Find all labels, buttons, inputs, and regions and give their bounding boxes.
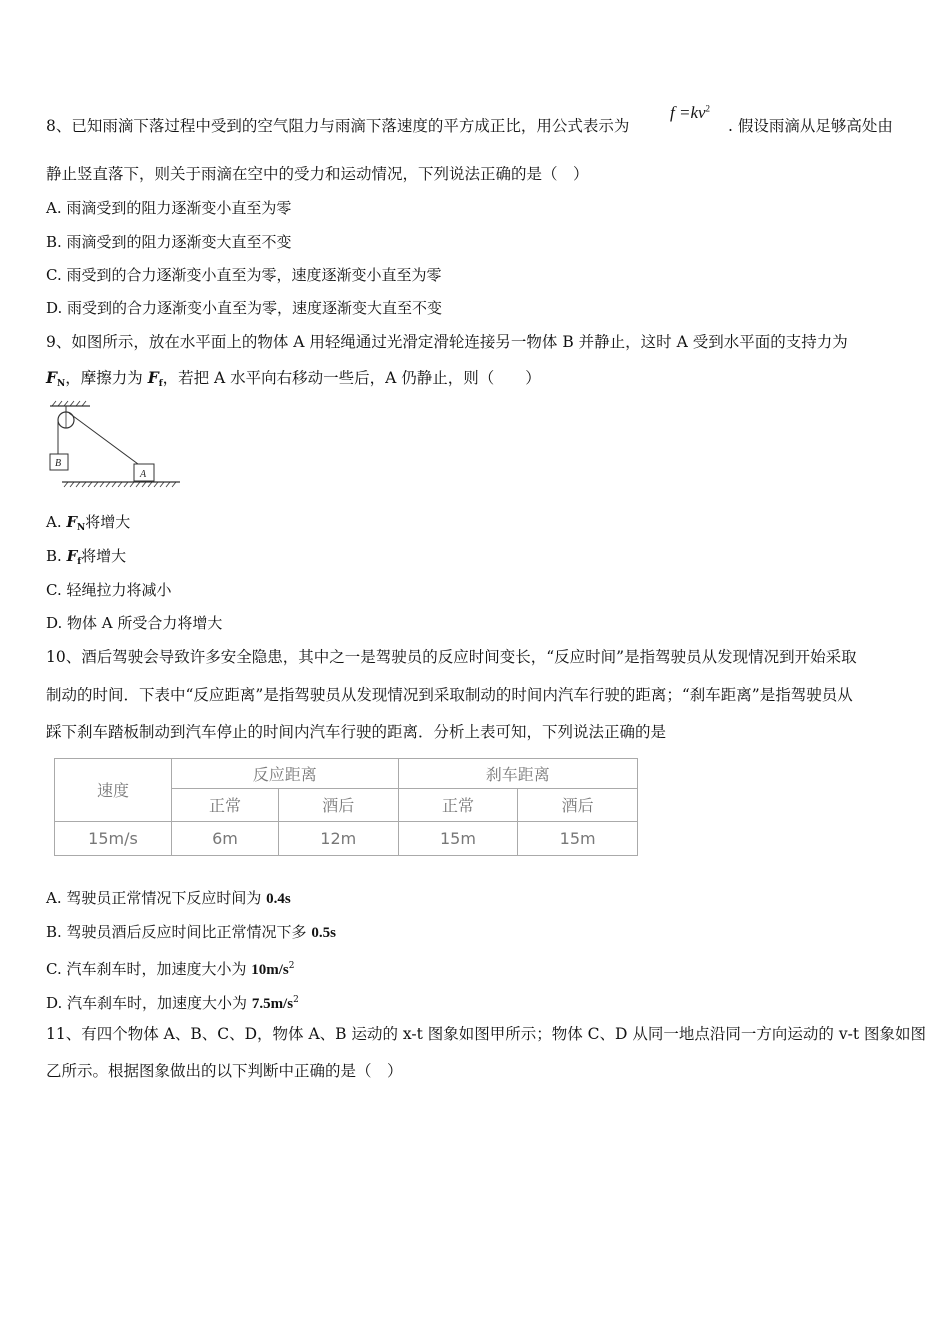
q9-opt-b-tail: 将增大 — [81, 547, 127, 565]
q8-formula-exp: 2 — [705, 103, 711, 114]
q10-line3: 踩下刹车踏板制动到汽车停止的时间内汽车行驶的距离．分析上表可知，下列说法正确的是 — [46, 723, 667, 741]
table-cell-reaction-normal: 6m — [172, 821, 279, 855]
q8-line1-tail: . 假设雨滴从足够高处由 — [728, 117, 893, 135]
q9-opt-a-var: F — [66, 513, 78, 531]
q8-option-d: D. 雨受到的合力逐渐变小直至为零，速度逐渐变大直至不变 — [46, 299, 443, 317]
q8-formula-f: f — [670, 103, 675, 122]
q10-opt-a-text: A. 驾驶员正常情况下反应时间为 — [46, 889, 267, 907]
q10-opt-d-val: 7.5m/s — [251, 996, 294, 1012]
q9-line1: 9、如图所示，放在水平面上的物体 A 用轻绳通过光滑定滑轮连接另一物体 B 并静止，这时 A 受到水平面的支持力为 — [46, 333, 848, 351]
q11-line2: 乙所示。根据图象做出的以下判断中正确的是（ ） — [46, 1062, 403, 1080]
q10-option-a — [46, 888, 291, 909]
q9-line2-d: ，若把 A 水平向右移动一些后，A 仍静止，则（ ） — [162, 369, 541, 387]
q9-fn-sub: N — [57, 379, 66, 389]
pulley-diagram — [44, 398, 184, 494]
q10-opt-b-text: B. 驾驶员酒后反应时间比正常情况下多 — [46, 923, 312, 941]
q10-opt-c-val: 10m/s — [251, 962, 289, 978]
q9-opt-b-prefix: B. — [46, 547, 67, 565]
q9-option-d: D. 物体 A 所受合力将增大 — [46, 614, 223, 632]
q8-formula — [670, 103, 710, 123]
q8-option-a: A. 雨滴受到的阻力逐渐变小直至为零 — [46, 199, 292, 217]
q10-line1: 10、酒后驾驶会导致许多安全隐患，其中之一是驾驶员的反应时间变长，“反应时间”是指驾驶员从发现情况到开始采取 — [46, 648, 857, 666]
q9-option-a — [46, 512, 130, 538]
table-cell-reaction-drunk: 12m — [278, 821, 398, 855]
q10-option-b — [46, 922, 336, 943]
q10-opt-c-text: C. 汽车刹车时，加速度大小为 — [46, 960, 252, 978]
q9-opt-a-tail: 将增大 — [85, 513, 131, 531]
q9-option-b — [46, 546, 126, 572]
q8-option-b: B. 雨滴受到的阻力逐渐变大直至不变 — [46, 233, 292, 251]
table-header-speed: 速度 — [55, 759, 172, 822]
q8-option-c: C. 雨受到的合力逐渐变小直至为零，速度逐渐变小直至为零 — [46, 266, 442, 284]
q9-ff-sub: f — [158, 379, 163, 389]
q8-line1-text: 8、已知雨滴下落过程中受到的空气阻力与雨滴下落速度的平方成正比，用公式表示为 — [46, 117, 630, 135]
table-sub-drunk-1: 酒后 — [278, 789, 398, 821]
q10-option-d — [46, 990, 299, 1014]
q9-line2-b: ，摩擦力为 — [65, 369, 148, 387]
q9-ff-var: F — [147, 368, 159, 387]
q8-line1 — [46, 116, 629, 136]
q9-opt-b-sub: f — [77, 557, 82, 567]
q10-opt-a-val: 0.4s — [266, 891, 291, 907]
q9-opt-b-var: F — [66, 547, 78, 565]
q10-option-c — [46, 956, 294, 980]
table-sub-drunk-2: 酒后 — [518, 789, 638, 821]
reaction-distance-table — [54, 758, 638, 856]
table-sub-normal-2: 正常 — [398, 789, 518, 821]
table-header-braking: 刹车距离 — [398, 759, 637, 789]
table-cell-braking-drunk: 15m — [518, 821, 638, 855]
q9-fn-var: F — [46, 368, 58, 387]
q10-opt-d-text: D. 汽车刹车时，加速度大小为 — [46, 994, 252, 1012]
q9-opt-a-prefix: A. — [46, 513, 67, 531]
table-header-reaction: 反应距离 — [172, 759, 399, 789]
q10-line2: 制动的时间．下表中“反应距离”是指驾驶员从发现情况到采取制动的时间内汽车行驶的距离；“刹车距离”是指驾驶员从 — [46, 686, 853, 704]
q9-option-c: C. 轻绳拉力将减小 — [46, 581, 172, 599]
q8-formula-eq: =kv — [674, 103, 706, 122]
q8-line2: 静止竖直落下，则关于雨滴在空中的受力和运动情况，下列说法正确的是（ ） — [46, 165, 589, 183]
table-sub-normal-1: 正常 — [172, 789, 279, 821]
q9-line2 — [46, 368, 541, 394]
table-cell-speed: 15m/s — [55, 821, 172, 855]
table-cell-braking-normal: 15m — [398, 821, 518, 855]
q10-opt-c-exp: 2 — [288, 961, 295, 971]
q11-line1: 11、有四个物体 A、B、C、D，物体 A、B 运动的 x-t 图象如图甲所示；物体 C、D 从同一地点沿同一方向运动的 v-t 图象如图 — [46, 1025, 926, 1043]
block-b-label: B — [55, 458, 62, 469]
q10-opt-d-exp: 2 — [293, 995, 299, 1005]
block-a-label: A — [140, 469, 147, 480]
q9-opt-a-sub: N — [77, 523, 86, 533]
q10-opt-b-val: 0.5s — [311, 925, 336, 941]
